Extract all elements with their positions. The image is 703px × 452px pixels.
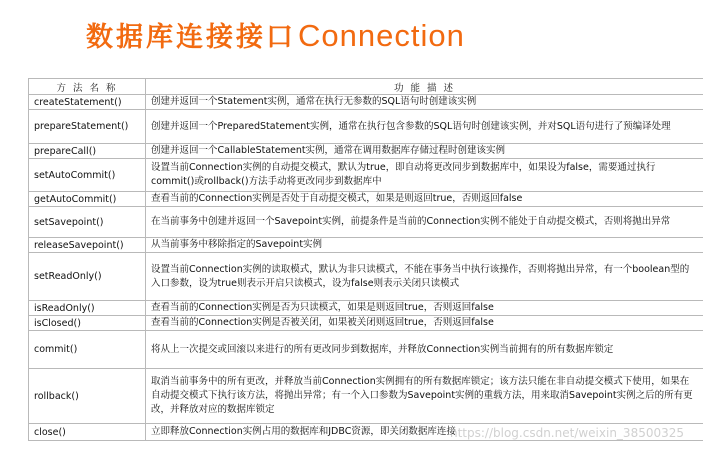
method-description: 创建并返回一个CallableStatement实例，通常在调用数据库存储过程时创建该实例 bbox=[146, 144, 703, 159]
table-row bbox=[29, 238, 703, 253]
method-description: 查看当前的Connection实例是否被关闭，如果被关闭则返回true，否则返回false bbox=[146, 316, 703, 331]
method-name: setSavepoint() bbox=[29, 207, 146, 238]
table-row bbox=[29, 301, 703, 316]
method-name: createStatement() bbox=[29, 95, 146, 110]
method-name: prepareStatement() bbox=[29, 110, 146, 144]
method-description: 立即释放Connection实例占用的数据库和JDBC资源，即关闭数据库连接 bbox=[146, 424, 703, 441]
method-name: setAutoCommit() bbox=[29, 159, 146, 192]
table-header-row bbox=[29, 79, 703, 95]
table-row bbox=[29, 95, 703, 110]
table-row bbox=[29, 144, 703, 159]
table-row bbox=[29, 110, 703, 144]
method-description: 查看当前的Connection实例是否处于自动提交模式，如果是则返回true，否则返回false bbox=[146, 192, 703, 207]
page-title bbox=[86, 16, 465, 56]
method-name: getAutoCommit() bbox=[29, 192, 146, 207]
watermark: https://blog.csdn.net/weixin_38500325 bbox=[450, 426, 685, 440]
page-title-chinese: 数据库连接接口 bbox=[86, 22, 296, 53]
method-description: 从当前事务中移除指定的Savepoint实例 bbox=[146, 238, 703, 253]
method-name: isReadOnly() bbox=[29, 301, 146, 316]
method-description: 创建并返回一个PreparedStatement实例，通常在执行包含参数的SQL语句时创建该实例，并对SQL语句进行了预编译处理 bbox=[146, 110, 703, 144]
method-description: 取消当前事务中的所有更改，并释放当前Connection实例拥有的所有数据库锁定；该方法只能在非自动提交模式下使用，如果在自动提交模式下执行该方法，将抛出异常；有一个入口参数为Savepoint实例的重载方法，用来取消Savepoint实例之后的所有更改，并释放对应的数据库锁定 bbox=[146, 369, 703, 424]
method-description: 创建并返回一个Statement实例，通常在执行无参数的SQL语句时创建该实例 bbox=[146, 95, 703, 110]
table-row bbox=[29, 159, 703, 192]
method-name: rollback() bbox=[29, 369, 146, 424]
connection-methods-table bbox=[28, 78, 703, 441]
table-row bbox=[29, 253, 703, 301]
method-name: close() bbox=[29, 424, 146, 441]
table-row bbox=[29, 207, 703, 238]
header-description: 功 能 描 述 bbox=[146, 79, 703, 95]
method-description: 设置当前Connection实例的自动提交模式，默认为true，即自动将更改同步到数据库中，如果设为false，需要通过执行commit()或rollback()方法手动将更改同步到数据库中 bbox=[146, 159, 703, 192]
method-name: commit() bbox=[29, 331, 146, 369]
method-name: prepareCall() bbox=[29, 144, 146, 159]
method-description: 在当前事务中创建并返回一个Savepoint实例，前提条件是当前的Connection实例不能处于自动提交模式，否则将抛出异常 bbox=[146, 207, 703, 238]
page-title-english: Connection bbox=[298, 18, 465, 53]
table-row bbox=[29, 316, 703, 331]
method-name: releaseSavepoint() bbox=[29, 238, 146, 253]
method-name: setReadOnly() bbox=[29, 253, 146, 301]
header-method-name: 方 法 名 称 bbox=[29, 79, 146, 95]
method-description: 设置当前Connection实例的读取模式，默认为非只读模式，不能在事务当中执行该操作，否则将抛出异常，有一个boolean型的入口参数，设为true则表示开启只读模式，设为false则表示关闭只读模式 bbox=[146, 253, 703, 301]
table-row bbox=[29, 331, 703, 369]
method-description: 查看当前的Connection实例是否为只读模式，如果是则返回true，否则返回false bbox=[146, 301, 703, 316]
table-row bbox=[29, 369, 703, 424]
table-row bbox=[29, 192, 703, 207]
method-description: 将从上一次提交或回滚以来进行的所有更改同步到数据库，并释放Connection实例当前拥有的所有数据库锁定 bbox=[146, 331, 703, 369]
method-name: isClosed() bbox=[29, 316, 146, 331]
